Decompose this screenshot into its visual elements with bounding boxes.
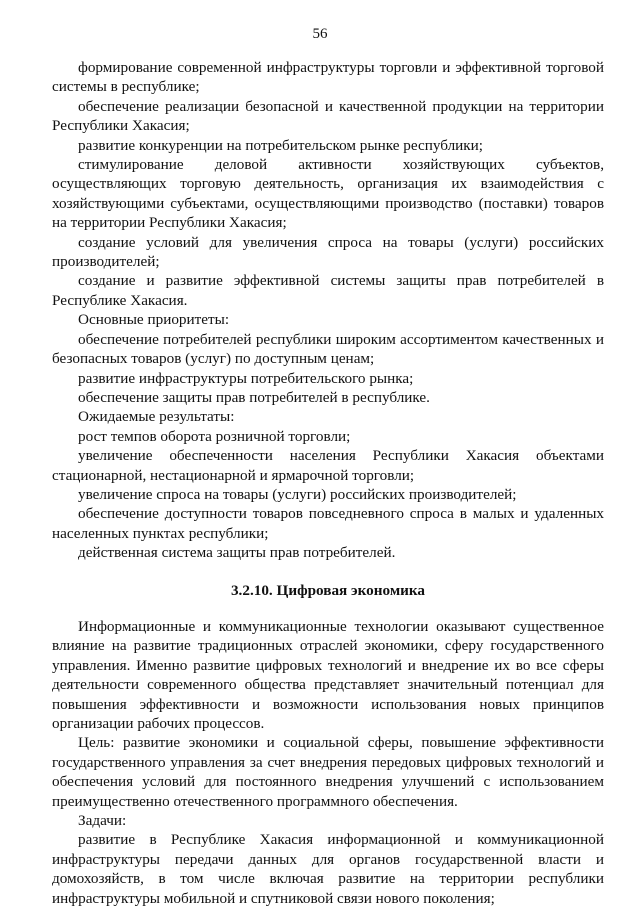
- paragraph: развитие в Республике Хакасия информационной и коммуникационной инфраструктуры передачи данных для органов государственной власти и домохозяйств, в том числе включая развитие на территории республики инфраструктуры мобильной и спутниковой связи нового поколения;: [52, 831, 604, 907]
- paragraph: развитие конкуренции на потребительском рынке республики;: [78, 136, 484, 154]
- paragraph: обеспечение доступности товаров повседневного спроса в малых и удаленных населенных пунктах республики;: [52, 505, 604, 542]
- paragraph: развитие инфраструктуры потребительского рынка;: [78, 369, 414, 387]
- paragraph: стимулирование деловой активности хозяйствующих субъектов, осуществляющих торговую деятельность, организация их взаимодействия с хозяйствующими субъектами, осуществляющими производство (поставки) товаров на территории Республики Хакасия;: [52, 156, 604, 232]
- paragraph: обеспечение защиты прав потребителей в республике.: [78, 388, 430, 406]
- paragraph: увеличение спроса на товары (услуги) российских производителей;: [78, 485, 517, 503]
- paragraph-goal: Цель: развитие экономики и социальной сферы, повышение эффективности государственного управления за счет внедрения передовых цифровых технологий и обеспечения условий для постоянного внедрения улучшений с использованием преимущественно отечественного программного обеспечения.: [52, 734, 604, 810]
- subheading-tasks: Задачи:: [78, 812, 127, 830]
- subheading-priorities: Основные приоритеты:: [78, 311, 230, 329]
- section-list-top: [52, 58, 604, 563]
- document-body: [52, 58, 604, 908]
- paragraph: создание и развитие эффективной системы защиты прав потребителей в Республике Хакасия.: [52, 272, 604, 309]
- paragraph: увеличение обеспеченности населения Республики Хакасия объектами стационарной, нестационарной и ярмарочной торговли;: [52, 447, 604, 484]
- section-heading: 3.2.10. Цифровая экономика: [230, 581, 426, 599]
- paragraph: обеспечение потребителей республики широким ассортиментом качественных и безопасных товаров (услуг) по доступным ценам;: [52, 330, 604, 368]
- paragraph: создание условий для увеличения спроса на товары (услуги) российских производителей;: [52, 233, 604, 271]
- paragraph: действенная система защиты прав потребителей.: [78, 544, 396, 562]
- section-digital-economy: [52, 617, 604, 908]
- paragraph: формирование современной инфраструктуры торговли и эффективной торговой системы в республике;: [52, 59, 604, 96]
- subheading-results: Ожидаемые результаты:: [78, 408, 235, 426]
- paragraph: обеспечение реализации безопасной и качественной продукции на территории Республики Хакасия;: [52, 97, 604, 135]
- paragraph: рост темпов оборота розничной торговли;: [78, 427, 351, 445]
- paragraph: Информационные и коммуникационные технологии оказывают существенное влияние на развитие традиционных отраслей экономики, сферу государственного управления. Именно развитие цифровых технологий и внедрение их во все сферы деятельности современного общества представляет значительный потенциал для повышения эффективности и возможности использования новых принципов организации рабочих процессов.: [52, 617, 604, 732]
- page-number: 56: [312, 26, 328, 42]
